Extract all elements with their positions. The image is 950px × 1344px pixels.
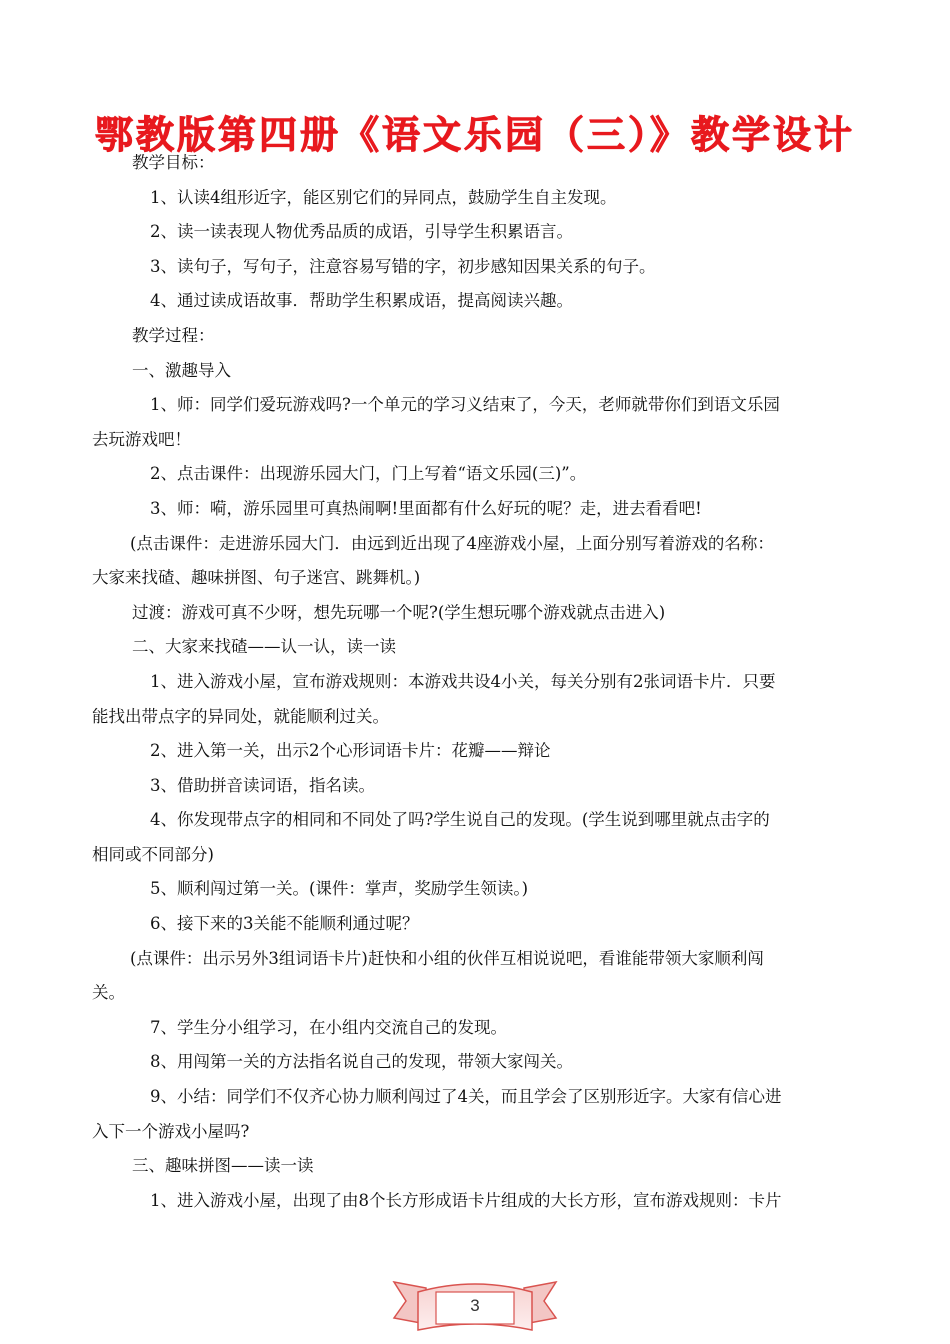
paragraph: 大家来找碴、趣味拼图、句子迷宫、跳舞机。) (92, 568, 421, 588)
section-heading: 一、激趣导入 (132, 360, 231, 380)
paragraph: 去玩游戏吧！ (92, 429, 191, 449)
paragraph: 3、读句子，写句子，注意容易写错的字，初步感知因果关系的句子。 (150, 256, 656, 276)
paragraph: 7、学生分小组学习，在小组内交流自己的发现。 (150, 1017, 507, 1037)
section-heading: 二、大家来找碴——认一认，读一读 (132, 637, 396, 657)
section-heading: 三、趣味拼图——读一读 (132, 1156, 314, 1176)
page-footer (392, 1274, 558, 1336)
paragraph: (点击课件：走进游乐园大门．由远到近出现了4座游戏小屋，上面分别写着游戏的名称： (130, 533, 774, 553)
paragraph: 1、师：同学们爱玩游戏吗?一个单元的学习义结束了，今天，老师就带你们到语文乐园 (150, 395, 780, 415)
paragraph: 3、借助拼音读词语，指名读。 (150, 775, 375, 795)
paragraph: 1、进入游戏小屋，出现了由8个长方形成语卡片组成的大长方形，宣布游戏规则：卡片 (150, 1190, 782, 1210)
paragraph: 9、小结：同学们不仅齐心协力顺利闯过了4关，而且学会了区别形近字。大家有信心进 (150, 1087, 782, 1107)
paragraph: 相同或不同部分) (92, 844, 214, 864)
document-body (92, 146, 862, 1218)
page-number: 3 (470, 1296, 480, 1315)
paragraph: 1、认读4组形近字，能区别它们的异同点，鼓励学生自主发现。 (150, 187, 617, 207)
paragraph: 过渡：游戏可真不少呀，想先玩哪一个呢?(学生想玩哪个游戏就点击进入) (132, 602, 666, 622)
paragraph: 入下一个游戏小屋吗? (92, 1121, 250, 1141)
paragraph: 8、用闯第一关的方法指名说自己的发现，带领大家闯关。 (150, 1052, 573, 1072)
section-heading: 教学过程： (132, 325, 215, 345)
paragraph: 2、进入第一关，出示2个心形词语卡片：花瓣——辩论 (150, 741, 551, 761)
paragraph: (点课件：出示另外3组词语卡片)赶快和小组的伙伴互相说说吧，看谁能带领大家顺利闯 (130, 948, 764, 968)
paragraph: 关。 (92, 983, 125, 1003)
paragraph: 4、你发现带点字的相同和不同处了吗?学生说自己的发现。(学生说到哪里就点击字的 (150, 810, 770, 830)
paragraph: 1、进入游戏小屋，宣布游戏规则：本游戏共设4小关，每关分别有2张词语卡片．只要 (150, 671, 776, 691)
paragraph: 2、点击课件：出现游乐园大门，门上写着“语文乐园(三)”。 (150, 464, 587, 484)
paragraph: 4、通过读成语故事．帮助学生积累成语，提高阅读兴趣。 (150, 291, 573, 311)
paragraph: 3、师：嗬，游乐园里可真热闹啊!里面都有什么好玩的呢？走，进去看看吧! (150, 498, 702, 518)
paragraph: 6、接下来的3关能不能顺利通过呢？ (150, 914, 419, 934)
section-heading: 教学目标： (132, 153, 215, 172)
paragraph: 5、顺利闯过第一关。(课件：掌声，奖励学生领读。) (150, 879, 529, 899)
document-title: 鄂教版第四册《语文乐园（三）》教学设计 (94, 113, 855, 157)
paragraph: 2、读一读表现人物优秀品质的成语，引导学生积累语言。 (150, 222, 573, 242)
paragraph: 能找出带点字的异同处，就能顺利过关。 (92, 706, 389, 726)
